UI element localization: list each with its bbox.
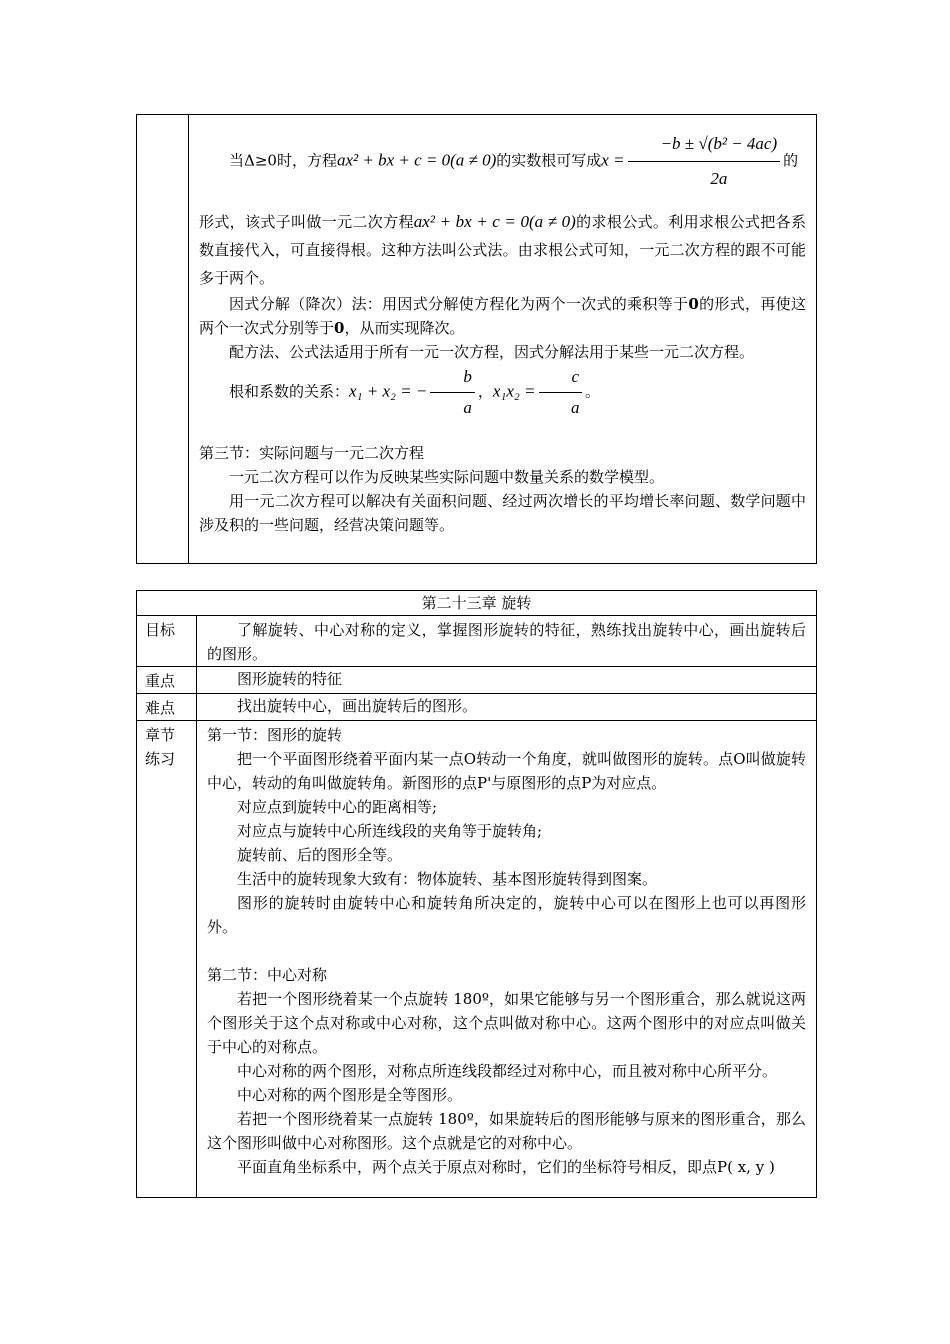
vieta-sum-fraction: $\frac{b}{a}$: [430, 364, 475, 421]
section3-title: 第三节：实际问题与一元二次方程: [199, 444, 425, 462]
difficulty-text: 找出旋转中心，画出旋转后的图形。: [197, 694, 817, 721]
vieta-product-fraction: $\frac{c}{a}$: [539, 364, 583, 421]
root-formula-explanation: 形式，该式子叫做一元二次方程ax² + bx + c = 0(a ≠ 0)的求根公式。利用求根公式把各系数直接代入，可直接得根。这种方法叫公式法。由求根公式可知，一元二次方程的跟不可能多于两个。: [199, 212, 806, 287]
key-text: 图形旋转的特征: [197, 667, 817, 694]
empty-label-cell: [137, 115, 189, 564]
content-cell: [189, 115, 817, 564]
root-formula-fraction: $\frac{\text{−b ± √(b² − 4ac)}}{2a}$: [628, 129, 781, 194]
section3-paragraph-2: 用一元二次方程可以解决有关面积问题、经过两次增长的平均增长率问题、数学问题中涉及积的一些问题，经营决策问题等。: [199, 492, 806, 534]
difficulty-label: 难点: [137, 694, 197, 721]
goal-label: 目标: [137, 616, 197, 667]
section1-title: 第一节：图形的旋转: [207, 726, 343, 744]
practice-label: 章节练习: [137, 721, 197, 1198]
methods-paragraph: 配方法、公式法适用于所有一元一次方程，因式分解法用于某些一元二次方程。: [229, 343, 755, 361]
root-formula-line: 当Δ≥0时，方程ax² + bx + c = 0(a ≠ 0)的实数根可写成x = $\frac{\text{−b ± √(b² − 4ac)}}{2a}$ 的: [199, 129, 806, 194]
vieta-formula-line: 根和系数的关系：x₁ + x₂ = − $\frac{b}{a}$ ，x₁x₂ = $\frac{c}{a}$ 。: [199, 364, 806, 421]
goal-text: 了解旋转、中心对称的定义，掌握图形旋转的特征，熟练找出旋转中心，画出旋转后的图形。: [197, 616, 817, 667]
chapter23-table: [136, 590, 817, 1198]
practice-content: 第一节：图形的旋转 把一个平面图形绕着平面内某一点O转动一个角度，就叫做图形的旋转。点O叫做旋转中心，转动的角叫做旋转角。新图形的点P'与原图形的点P为对应点。 对应点到旋转中心的距离相等; 对应点与旋转中心所连线段的夹角等于旋转角; 旋转前、后的图形全等。 生活中的旋转现象大致有：物体旋转、基本图形旋转得到图案。 图形的旋转时由旋转中心和旋转角所决定的，旋转中心可以在图形上也可以再图形外。 第二节：中心对称 若把一个图形绕着某一个点旋转 180º，如果它能够与另一个图形重合，那么就说这两个图形关于这个点对称或中心对称，这个点叫做对称中心。这两个图形中的对应点叫做关于中心的对称点。 中心对称的两个图形，对称点所连线段都经过对称中心，而且被对称中心所平分。 中心对称的两个图形是全等图形。 若把一个图形绕着某一点旋转 180º，如果旋转后的图形能够与原来的图形重合，那么这个图形叫做中心对称图形。这个点就是它的对称中心。 平面直角坐标系中，两个点关于原点对称时，它们的坐标符号相反，即点P( x, y ): [197, 721, 817, 1198]
key-label: 重点: [137, 667, 197, 694]
section3-paragraph-1: 一元二次方程可以作为反映某些实际问题中数量关系的数学模型。: [229, 468, 665, 486]
section2-title: 第二节：中心对称: [207, 966, 328, 984]
chapter-title: 第二十三章 旋转: [137, 591, 817, 616]
quadratic-equation: ax² + bx + c = 0(a ≠ 0): [336, 150, 497, 170]
factorization-paragraph: 因式分解（降次）法：用因式分解使方程化为两个一次式的乘积等于0的形式，再使这两个一次式分别等于0，从而实现降次。: [199, 295, 806, 337]
quadratic-content-table: [136, 114, 817, 564]
